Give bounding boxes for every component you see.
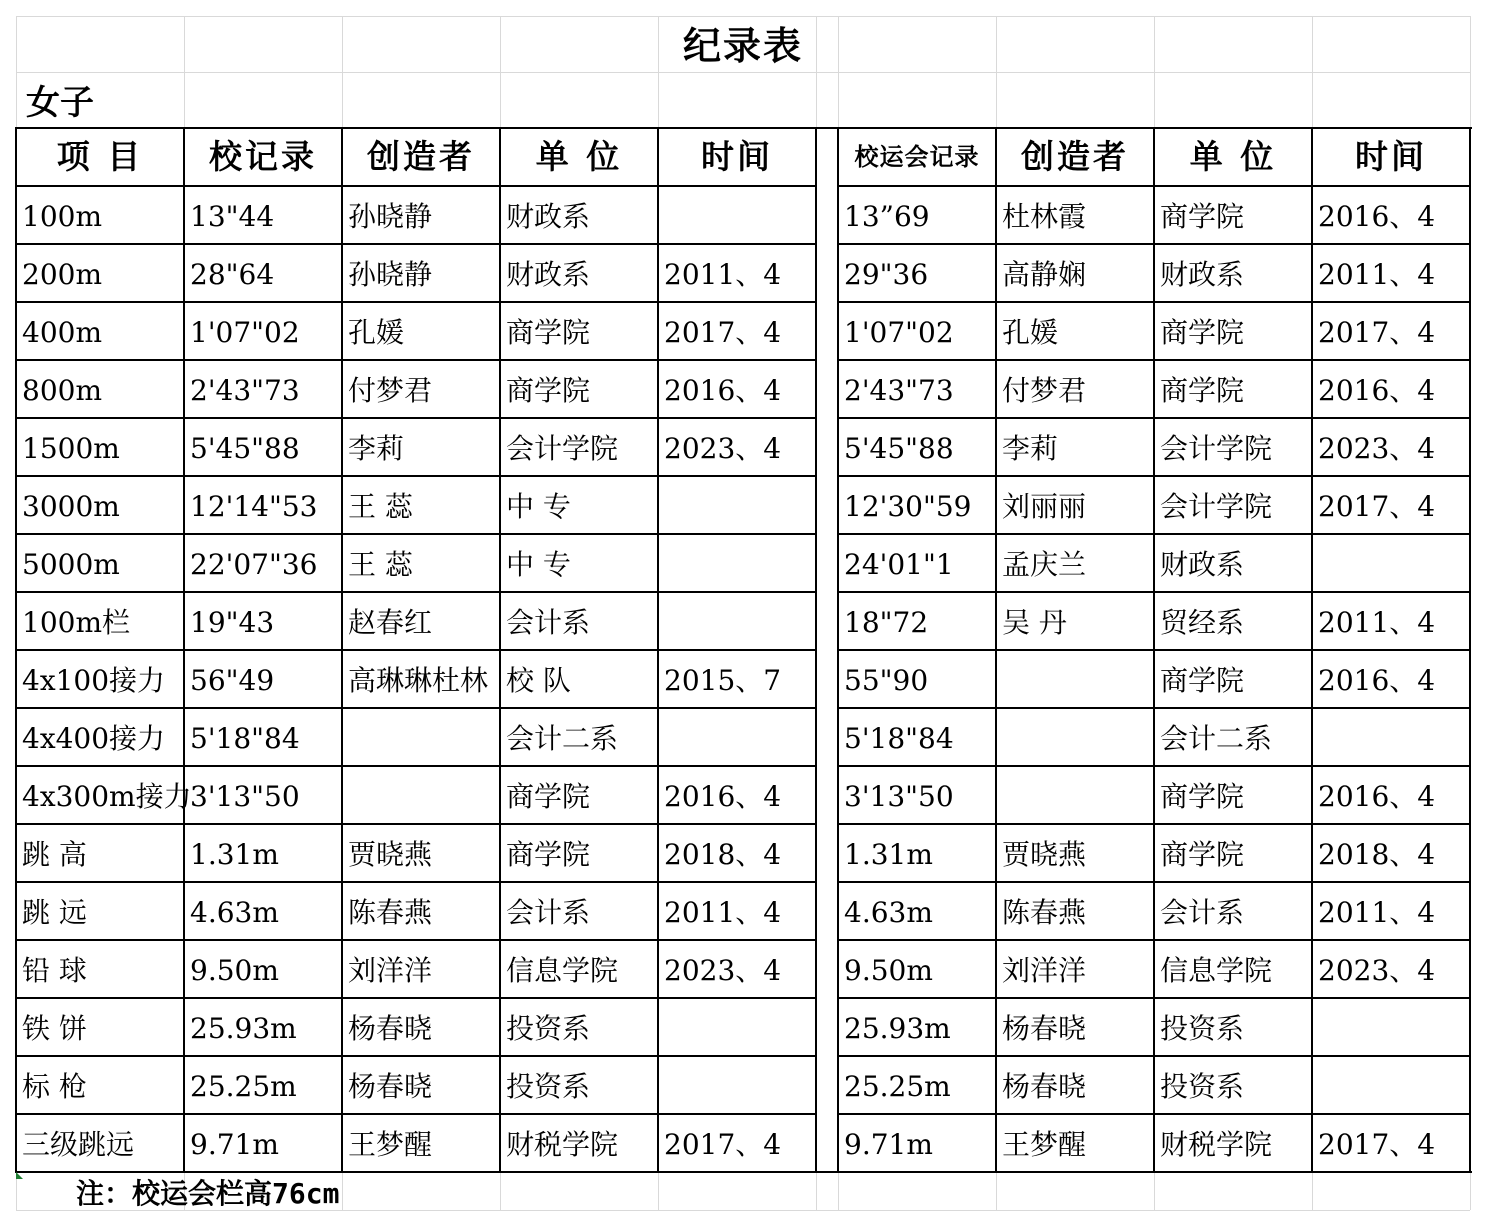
cell-meet-holder: 杨春晓 [1002, 1070, 1087, 1103]
cell-meet-time: 2017、4 [1318, 490, 1436, 523]
cell-unit: 财政系 [506, 258, 591, 291]
cell-holder: 杨春晓 [348, 1012, 433, 1045]
cell-time: 2016、4 [664, 780, 782, 813]
gridline-horizontal [16, 72, 1470, 73]
cell-meet-holder: 杨春晓 [1002, 1012, 1087, 1045]
header-unit: 单 位 [535, 137, 623, 176]
cell-unit: 信息学院 [506, 954, 619, 987]
cell-event: 1500m [22, 432, 120, 465]
cell-event: 100m [22, 200, 102, 233]
cell-time [658, 998, 664, 1056]
cell-school-record: 5'18"84 [190, 722, 300, 755]
page-title: 纪录表 [682, 23, 803, 68]
cell-holder: 付梦君 [348, 374, 433, 407]
cell-meet-time [1312, 1056, 1318, 1114]
cell-meet-unit: 商学院 [1160, 374, 1245, 407]
cell-time: 2011、4 [664, 258, 782, 291]
cell-unit: 中 专 [506, 490, 571, 523]
cell-time: 2017、4 [664, 1128, 782, 1161]
cell-event: 三级跳远 [22, 1128, 135, 1161]
cell-school-record: 1.31m [190, 838, 279, 871]
cell-meet-unit: 贸经系 [1160, 606, 1245, 639]
cell-event: 4x300m接力 [22, 780, 192, 813]
cell-school-record: 3'13"50 [190, 780, 300, 813]
cell-holder: 贾晓燕 [348, 838, 433, 871]
cell-meet-time: 2017、4 [1318, 316, 1436, 349]
cell-meet-time: 2023、4 [1318, 954, 1436, 987]
gridline-horizontal [16, 16, 1470, 17]
cell-holder: 王 蕊 [348, 490, 413, 523]
cell-holder: 赵春红 [348, 606, 433, 639]
cell-comment-marker [16, 1172, 23, 1179]
cell-school-record: 1'07"02 [190, 316, 300, 349]
cell-time: 2023、4 [664, 954, 782, 987]
cell-unit: 会计学院 [506, 432, 619, 465]
header-holder: 创造者 [367, 137, 475, 176]
cell-school-record: 2'43"73 [190, 374, 300, 407]
cell-time [658, 708, 664, 766]
cell-meet-record: 4.63m [844, 896, 933, 929]
cell-unit: 校 队 [506, 664, 571, 697]
cell-time [658, 186, 664, 244]
cell-meet-time [1312, 534, 1318, 592]
cell-meet-holder: 王梦醒 [1002, 1128, 1087, 1161]
cell-unit: 商学院 [506, 780, 591, 813]
cell-meet-time: 2016、4 [1318, 374, 1436, 407]
cell-school-record: 56"49 [190, 664, 275, 697]
cell-unit: 财税学院 [506, 1128, 619, 1161]
cell-meet-record: 2'43"73 [844, 374, 954, 407]
cell-meet-holder: 陈春燕 [1002, 896, 1087, 929]
cell-meet-holder: 高静娴 [1002, 258, 1087, 291]
cell-school-record: 25.93m [190, 1012, 297, 1045]
cell-meet-unit: 财税学院 [1160, 1128, 1273, 1161]
cell-event: 3000m [22, 490, 120, 523]
cell-meet-record: 18"72 [844, 606, 929, 639]
cell-meet-unit: 商学院 [1160, 838, 1245, 871]
cell-event: 标 枪 [22, 1070, 87, 1103]
cell-meet-unit: 商学院 [1160, 664, 1245, 697]
cell-unit: 会计二系 [506, 722, 619, 755]
cell-event: 400m [22, 316, 102, 349]
cell-school-record: 13"44 [190, 200, 275, 233]
cell-unit: 中 专 [506, 548, 571, 581]
cell-time: 2015、7 [664, 664, 782, 697]
cell-time [658, 592, 664, 650]
cell-meet-holder: 杜林霞 [1002, 200, 1087, 233]
cell-meet-record: 13”69 [844, 200, 930, 233]
cell-meet-unit: 会计学院 [1160, 432, 1273, 465]
header-meet-unit: 单 位 [1189, 137, 1277, 176]
cell-meet-time: 2017、4 [1318, 1128, 1436, 1161]
cell-meet-record: 24'01"1 [844, 548, 954, 581]
cell-meet-time: 2018、4 [1318, 838, 1436, 871]
cell-meet-time [1312, 998, 1318, 1056]
cell-meet-time: 2011、4 [1318, 258, 1436, 291]
footnote: 注：校运会栏高76cm [76, 1177, 340, 1210]
cell-time [658, 476, 664, 534]
header-meet-holder: 创造者 [1021, 137, 1129, 176]
cell-meet-record: 1.31m [844, 838, 933, 871]
cell-time [658, 534, 664, 592]
cell-meet-holder [996, 650, 1002, 708]
cell-meet-unit: 商学院 [1160, 780, 1245, 813]
cell-event: 4x400接力 [22, 722, 166, 755]
cell-meet-holder: 刘丽丽 [1002, 490, 1087, 523]
cell-meet-record: 25.25m [844, 1070, 951, 1103]
cell-meet-holder [996, 708, 1002, 766]
cell-event: 800m [22, 374, 102, 407]
cell-meet-unit: 信息学院 [1160, 954, 1273, 987]
cell-meet-record: 12'30"59 [844, 490, 972, 523]
cell-time: 2023、4 [664, 432, 782, 465]
cell-holder [342, 766, 348, 824]
cell-meet-unit: 投资系 [1160, 1070, 1245, 1103]
cell-school-record: 28"64 [190, 258, 275, 291]
cell-event: 跳 远 [22, 896, 87, 929]
cell-meet-time: 2016、4 [1318, 780, 1436, 813]
cell-meet-unit: 商学院 [1160, 316, 1245, 349]
cell-time [658, 1056, 664, 1114]
cell-event: 铅 球 [22, 954, 87, 987]
cell-school-record: 4.63m [190, 896, 279, 929]
cell-meet-holder: 付梦君 [1002, 374, 1087, 407]
cell-meet-time: 2011、4 [1318, 896, 1436, 929]
cell-meet-time: 2023、4 [1318, 432, 1436, 465]
cell-meet-record: 55"90 [844, 664, 929, 697]
cell-school-record: 9.50m [190, 954, 279, 987]
cell-school-record: 5'45"88 [190, 432, 300, 465]
header-meet-record: 校运会记录 [854, 142, 980, 171]
cell-holder: 孙晓静 [348, 200, 433, 233]
cell-meet-time [1312, 708, 1318, 766]
cell-holder: 杨春晓 [348, 1070, 433, 1103]
cell-holder [342, 708, 348, 766]
cell-unit: 投资系 [506, 1012, 591, 1045]
cell-meet-unit: 财政系 [1160, 258, 1245, 291]
cell-meet-holder: 刘洋洋 [1002, 954, 1087, 987]
cell-meet-record: 1'07"02 [844, 316, 954, 349]
cell-event: 铁 饼 [22, 1012, 87, 1045]
cell-school-record: 22'07"36 [190, 548, 318, 581]
cell-school-record: 19"43 [190, 606, 275, 639]
cell-meet-record: 3'13"50 [844, 780, 954, 813]
cell-school-record: 9.71m [190, 1128, 279, 1161]
cell-meet-unit: 会计系 [1160, 896, 1245, 929]
cell-meet-holder: 孟庆兰 [1002, 548, 1087, 581]
cell-meet-holder: 吴 丹 [1002, 606, 1067, 639]
cell-meet-holder: 李莉 [1002, 432, 1059, 465]
cell-meet-unit: 财政系 [1160, 548, 1245, 581]
cell-unit: 会计系 [506, 606, 591, 639]
header-time: 时间 [701, 137, 773, 176]
cell-holder: 王 蕊 [348, 548, 413, 581]
cell-event: 跳 高 [22, 838, 87, 871]
cell-time: 2011、4 [664, 896, 782, 929]
cell-meet-unit: 会计二系 [1160, 722, 1273, 755]
header-school-record: 校记录 [209, 137, 317, 176]
cell-holder: 刘洋洋 [348, 954, 433, 987]
cell-meet-unit: 会计学院 [1160, 490, 1273, 523]
cell-unit: 财政系 [506, 200, 591, 233]
cell-meet-record: 5'18"84 [844, 722, 954, 755]
cell-meet-holder: 贾晓燕 [1002, 838, 1087, 871]
cell-time: 2016、4 [664, 374, 782, 407]
cell-meet-holder [996, 766, 1002, 824]
header-meet-time: 时间 [1355, 137, 1427, 176]
cell-unit: 投资系 [506, 1070, 591, 1103]
cell-unit: 会计系 [506, 896, 591, 929]
cell-event: 4x100接力 [22, 664, 166, 697]
cell-meet-time: 2011、4 [1318, 606, 1436, 639]
cell-meet-unit: 商学院 [1160, 200, 1245, 233]
cell-meet-unit: 投资系 [1160, 1012, 1245, 1045]
cell-unit: 商学院 [506, 838, 591, 871]
cell-unit: 商学院 [506, 374, 591, 407]
cell-meet-record: 29"36 [844, 258, 929, 291]
cell-event: 200m [22, 258, 102, 291]
cell-school-record: 25.25m [190, 1070, 297, 1103]
cell-school-record: 12'14"53 [190, 490, 318, 523]
border-row [15, 533, 817, 535]
cell-holder: 高琳琳杜林 [348, 664, 489, 697]
cell-event: 100m栏 [22, 606, 130, 639]
cell-holder: 陈春燕 [348, 896, 433, 929]
cell-meet-record: 9.50m [844, 954, 933, 987]
cell-meet-record: 5'45"88 [844, 432, 954, 465]
cell-meet-record: 9.71m [844, 1128, 933, 1161]
cell-holder: 李莉 [348, 432, 405, 465]
cell-meet-record: 25.93m [844, 1012, 951, 1045]
cell-time: 2017、4 [664, 316, 782, 349]
cell-time: 2018、4 [664, 838, 782, 871]
cell-unit: 商学院 [506, 316, 591, 349]
cell-meet-time: 2016、4 [1318, 200, 1436, 233]
cell-holder: 孙晓静 [348, 258, 433, 291]
cell-event: 5000m [22, 548, 120, 581]
cell-meet-time: 2016、4 [1318, 664, 1436, 697]
cell-holder: 孔媛 [348, 316, 405, 349]
cell-meet-holder: 孔媛 [1002, 316, 1059, 349]
section-label: 女子 [26, 83, 94, 123]
header-event: 项 目 [56, 137, 144, 176]
cell-holder: 王梦醒 [348, 1128, 433, 1161]
